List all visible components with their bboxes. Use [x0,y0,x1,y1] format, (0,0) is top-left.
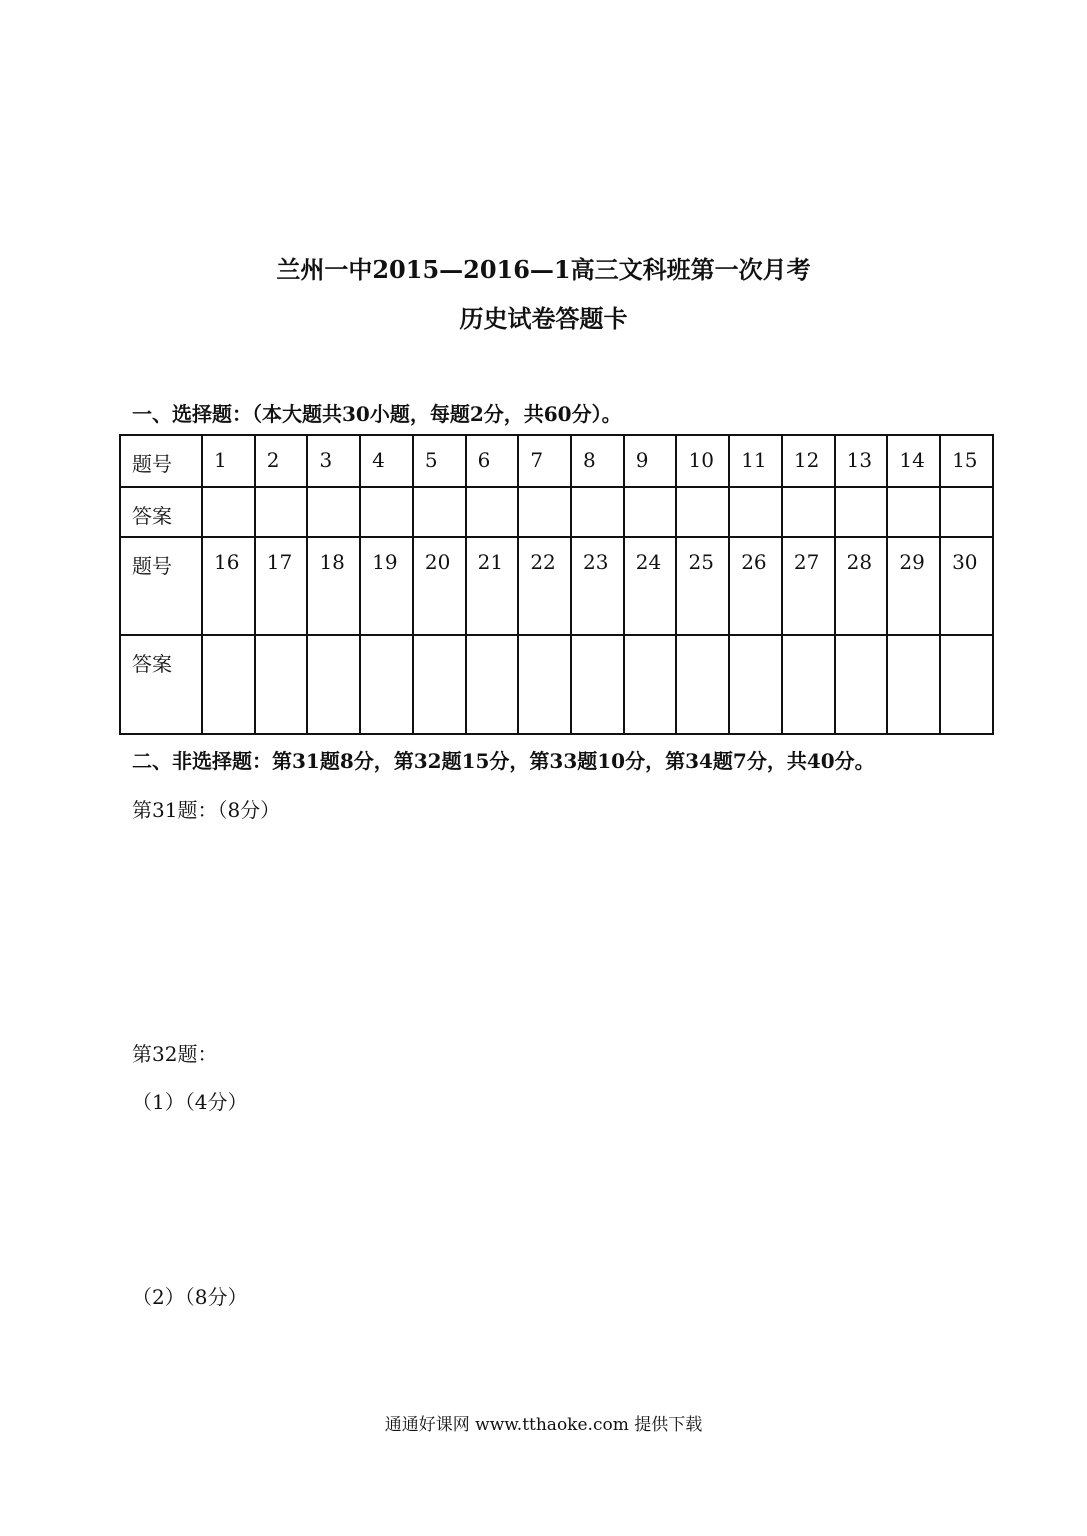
question-32-label: 第32题： [132,1042,218,1066]
question-32-part-1-label: （1）（4分） [132,1090,248,1114]
number-label: 题号 [120,435,202,487]
answer-cell[interactable] [466,487,519,537]
answer-cell[interactable] [360,487,413,537]
question-31-label: 第31题：（8分） [132,798,281,822]
page-title: 兰州一中2015—2016—1高三文科班第一次月考 [276,255,811,284]
answer-label: 答案 [120,487,202,537]
question-number: 19 [360,537,413,635]
answer-cell[interactable] [676,487,729,537]
answer-cell[interactable] [624,635,677,734]
footer-credit: 通通好课网 www.tthaoke.com 提供下载 [384,1415,703,1435]
question-number: 28 [835,537,888,635]
question-number: 20 [413,537,466,635]
question-number: 25 [676,537,729,635]
question-number: 4 [360,435,413,487]
answer-cell[interactable] [466,635,519,734]
section-1-heading: 一、选择题：（本大题共30小题，每题2分，共60分）。 [132,402,622,426]
question-number: 18 [307,537,360,635]
answer-cell[interactable] [940,487,993,537]
answer-cell[interactable] [887,635,940,734]
answer-label: 答案 [120,635,202,734]
question-number: 3 [307,435,360,487]
answer-row-2 [120,635,993,734]
answer-cell[interactable] [835,635,888,734]
answer-cell[interactable] [729,635,782,734]
answer-cell[interactable] [835,487,888,537]
number-row-1 [120,435,993,487]
answer-cell[interactable] [202,487,255,537]
question-number: 22 [518,537,571,635]
question-number: 2 [255,435,308,487]
answer-cell[interactable] [571,635,624,734]
number-row-2 [120,537,993,635]
question-number: 26 [729,537,782,635]
answer-cell[interactable] [255,635,308,734]
question-number: 7 [518,435,571,487]
question-number: 16 [202,537,255,635]
answer-cell[interactable] [940,635,993,734]
page-subtitle: 历史试卷答题卡 [459,304,628,333]
answer-cell[interactable] [518,487,571,537]
question-number: 12 [782,435,835,487]
question-number: 13 [835,435,888,487]
answer-cell[interactable] [887,487,940,537]
question-number: 27 [782,537,835,635]
answer-cell[interactable] [255,487,308,537]
answer-cell[interactable] [571,487,624,537]
section-2-heading: 二、非选择题：第31题8分，第32题15分，第33题10分，第34题7分，共40分。 [132,749,875,773]
answer-row-1 [120,487,993,537]
question-number: 24 [624,537,677,635]
answer-cell[interactable] [307,635,360,734]
answer-cell[interactable] [307,487,360,537]
question-number: 8 [571,435,624,487]
question-number: 1 [202,435,255,487]
question-number: 14 [887,435,940,487]
answer-cell[interactable] [202,635,255,734]
answer-cell[interactable] [676,635,729,734]
answer-cell[interactable] [413,635,466,734]
question-number: 30 [940,537,993,635]
answer-cell[interactable] [624,487,677,537]
question-number: 23 [571,537,624,635]
number-label: 题号 [120,537,202,635]
answer-cell[interactable] [782,635,835,734]
question-number: 5 [413,435,466,487]
answer-cell[interactable] [782,487,835,537]
answer-cell[interactable] [518,635,571,734]
question-number: 9 [624,435,677,487]
question-number: 11 [729,435,782,487]
question-32-part-2-label: （2）（8分） [132,1285,248,1309]
answer-grid [119,434,994,735]
answer-cell[interactable] [360,635,413,734]
question-number: 10 [676,435,729,487]
question-number: 15 [940,435,993,487]
question-number: 29 [887,537,940,635]
question-number: 6 [466,435,519,487]
question-number: 17 [255,537,308,635]
answer-cell[interactable] [413,487,466,537]
question-number: 21 [466,537,519,635]
answer-cell[interactable] [729,487,782,537]
